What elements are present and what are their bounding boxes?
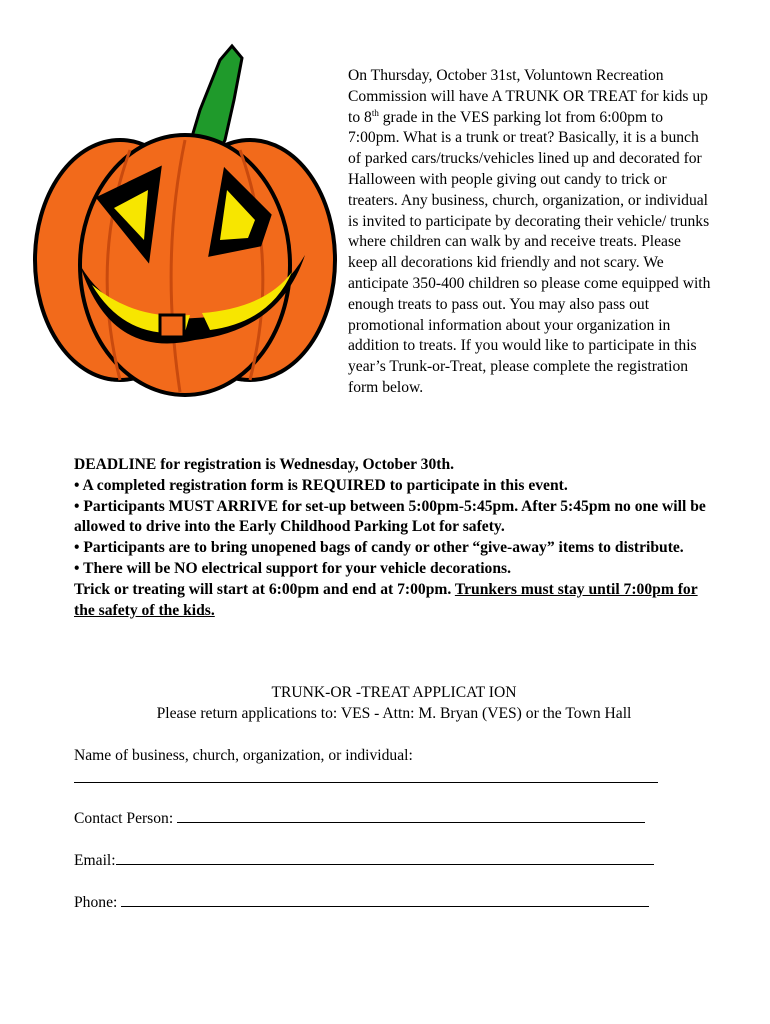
intro-text-start: On Thursday, October 31st, Voluntown Recreation Commission will have A TRUNK OR TREAT for kids up to 8 (348, 67, 708, 126)
intro-paragraph (74, 66, 714, 399)
return-instructions: Please return applications to: VES - Attn: M. Bryan (VES) or the Town Hall (156, 705, 632, 722)
phone-label: Phone: (74, 894, 118, 911)
intro-text-rest: grade in the VES parking lot from 6:00pm to 7:00pm. What is a trunk or treat? Basically, it is a bunch of parked cars/trucks/vehicles lined up and decorated for Halloween with people giving out candy to trick or treaters. Any business, church, organization, or individual is invited to participate by decorating their vehicle/ trunks where children can walk by and receive treats. Please keep all decorations kid friendly and not scary. We anticipate 350-400 children so please come equipped with enough treats to pass out. You may also pass out promotional information about your organization in addition to treats. If you would like to participate in this year’s Trunk-or-Treat, please complete the registration form below. (348, 108, 711, 396)
contact-input-line[interactable] (177, 808, 645, 823)
final-note-text: Trick or treating will start at 6:00pm and end at 7:00pm. (74, 580, 455, 598)
email-label: Email: (74, 852, 116, 869)
phone-field (74, 892, 714, 913)
rule-item: • Participants MUST ARRIVE for set-up between 5:00pm-5:45pm. After 5:45pm no one will be allowed to drive into the Early Childhood Parking Lot for safety. (74, 497, 706, 536)
contact-label: Contact Person: (74, 810, 174, 827)
illustration-spacer (74, 66, 348, 398)
name-input-line[interactable] (74, 768, 658, 783)
name-field (74, 745, 714, 789)
phone-input-line[interactable] (121, 892, 649, 907)
email-input-line[interactable] (116, 850, 654, 865)
deadline-line: DEADLINE for registration is Wednesday, October 30th. (74, 456, 455, 473)
contact-field (74, 808, 714, 829)
final-note (74, 580, 714, 622)
application-title: TRUNK-OR -TREAT APPLICAT ION (271, 684, 517, 701)
rules-section (74, 455, 714, 621)
final-note-underlined: Trunkers must stay until 7:00pm for the safety of the kids. (74, 580, 698, 619)
name-label: Name of business, church, organization, or individual: (74, 747, 413, 764)
rule-item: • There will be NO electrical support for your vehicle decorations. (74, 559, 511, 577)
application-header (74, 682, 714, 724)
ordinal-suffix: th (371, 107, 379, 118)
rule-item: • Participants are to bring unopened bags of candy or other “give-away” items to distribute. (74, 539, 684, 557)
email-field (74, 850, 714, 871)
rule-item: • A completed registration form is REQUIRED to participate in this event. (74, 476, 568, 494)
